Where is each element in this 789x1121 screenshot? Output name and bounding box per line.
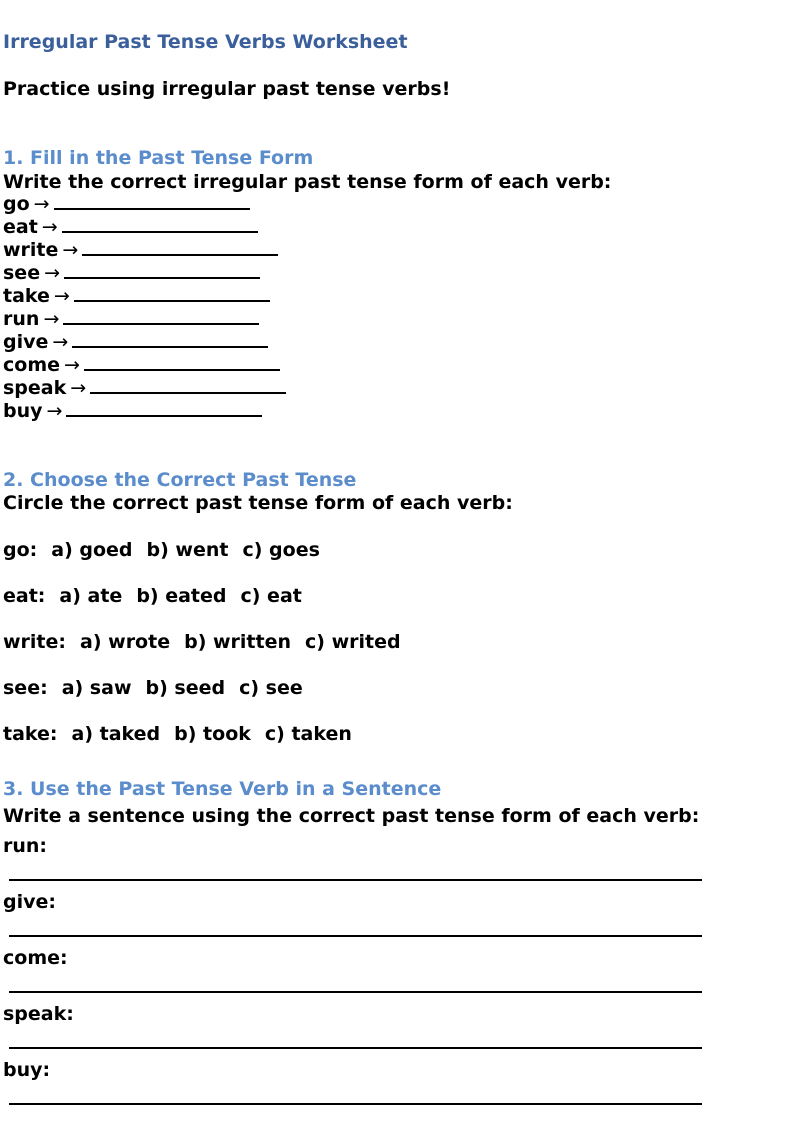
arrow-icon: →	[33, 193, 50, 215]
verb-label: see	[3, 262, 41, 284]
verb-label: take	[3, 285, 50, 307]
sentence-answer-line[interactable]	[9, 935, 702, 937]
sentence-list	[3, 834, 74, 1114]
section1-heading: 1. Fill in the Past Tense Form	[3, 147, 314, 169]
sentence-answer-line[interactable]	[9, 879, 702, 881]
section3-instruction: Write a sentence using the correct past tense form of each verb:	[3, 805, 700, 827]
choice-item	[3, 583, 415, 629]
verb-label: run	[3, 308, 40, 330]
option-a[interactable]: a) saw	[61, 677, 132, 699]
option-a[interactable]: a) wrote	[80, 631, 171, 653]
sentence-verb-label: buy:	[3, 1059, 51, 1081]
section1-instruction: Write the correct irregular past tense form of each verb:	[3, 171, 612, 193]
answer-blank[interactable]	[64, 263, 260, 279]
worksheet-title: Irregular Past Tense Verbs Worksheet	[3, 31, 408, 53]
sentence-verb-label: speak:	[3, 1003, 74, 1025]
arrow-icon: →	[46, 400, 63, 422]
sentence-verb-label: run:	[3, 835, 48, 857]
choice-item	[3, 629, 415, 675]
choice-item	[3, 537, 415, 583]
answer-blank[interactable]	[74, 286, 270, 302]
sentence-answer-line[interactable]	[9, 1047, 702, 1049]
arrow-icon: →	[52, 331, 69, 353]
verb-label: go	[3, 193, 30, 215]
arrow-icon: →	[41, 216, 58, 238]
verb-label: speak	[3, 377, 67, 399]
fill-in-item	[3, 193, 286, 216]
fill-in-item	[3, 262, 286, 285]
fill-in-item	[3, 216, 286, 239]
option-a[interactable]: a) taked	[71, 723, 161, 745]
answer-blank[interactable]	[82, 240, 278, 256]
arrow-icon: →	[43, 308, 60, 330]
sentence-item	[3, 1058, 74, 1114]
sentence-verb-label: give:	[3, 891, 56, 913]
choice-verb: see:	[3, 677, 48, 699]
section2-heading: 2. Choose the Correct Past Tense	[3, 469, 357, 491]
answer-blank[interactable]	[62, 217, 258, 233]
arrow-icon: →	[62, 239, 79, 261]
answer-blank[interactable]	[66, 401, 262, 417]
answer-blank[interactable]	[90, 378, 286, 394]
option-b[interactable]: b) eated	[136, 585, 227, 607]
multiple-choice-list	[3, 537, 415, 767]
option-a[interactable]: a) ate	[59, 585, 123, 607]
section2-instruction: Circle the correct past tense form of each verb:	[3, 492, 513, 514]
choice-verb: take:	[3, 723, 58, 745]
fill-in-item	[3, 400, 286, 423]
option-a[interactable]: a) goed	[51, 539, 133, 561]
arrow-icon: →	[53, 285, 70, 307]
verb-label: write	[3, 239, 59, 261]
sentence-item	[3, 834, 74, 890]
sentence-verb-label: come:	[3, 947, 68, 969]
arrow-icon: →	[70, 377, 87, 399]
answer-blank[interactable]	[84, 355, 280, 371]
fill-in-list	[3, 193, 286, 423]
sentence-item	[3, 946, 74, 1002]
option-c[interactable]: c) writed	[305, 631, 401, 653]
worksheet-subtitle: Practice using irregular past tense verbs!	[3, 78, 451, 100]
answer-blank[interactable]	[72, 332, 268, 348]
option-b[interactable]: b) went	[146, 539, 229, 561]
option-b[interactable]: b) written	[184, 631, 292, 653]
option-c[interactable]: c) goes	[242, 539, 320, 561]
choice-item	[3, 675, 415, 721]
fill-in-item	[3, 308, 286, 331]
answer-blank[interactable]	[63, 309, 259, 325]
sentence-item	[3, 890, 74, 946]
fill-in-item	[3, 354, 286, 377]
sentence-answer-line[interactable]	[9, 1103, 702, 1105]
sentence-item	[3, 1002, 74, 1058]
option-b[interactable]: b) seed	[145, 677, 226, 699]
fill-in-item	[3, 239, 286, 262]
choice-verb: go:	[3, 539, 38, 561]
option-c[interactable]: c) see	[239, 677, 303, 699]
verb-label: buy	[3, 400, 43, 422]
option-c[interactable]: c) taken	[264, 723, 352, 745]
section3-heading: 3. Use the Past Tense Verb in a Sentence	[3, 778, 442, 800]
choice-verb: write:	[3, 631, 67, 653]
arrow-icon: →	[44, 262, 61, 284]
option-c[interactable]: c) eat	[240, 585, 302, 607]
fill-in-item	[3, 331, 286, 354]
answer-blank[interactable]	[54, 194, 250, 210]
option-b[interactable]: b) took	[174, 723, 251, 745]
choice-item	[3, 721, 415, 767]
verb-label: give	[3, 331, 49, 353]
verb-label: come	[3, 354, 60, 376]
verb-label: eat	[3, 216, 38, 238]
fill-in-item	[3, 285, 286, 308]
sentence-answer-line[interactable]	[9, 991, 702, 993]
fill-in-item	[3, 377, 286, 400]
arrow-icon: →	[64, 354, 80, 376]
choice-verb: eat:	[3, 585, 46, 607]
